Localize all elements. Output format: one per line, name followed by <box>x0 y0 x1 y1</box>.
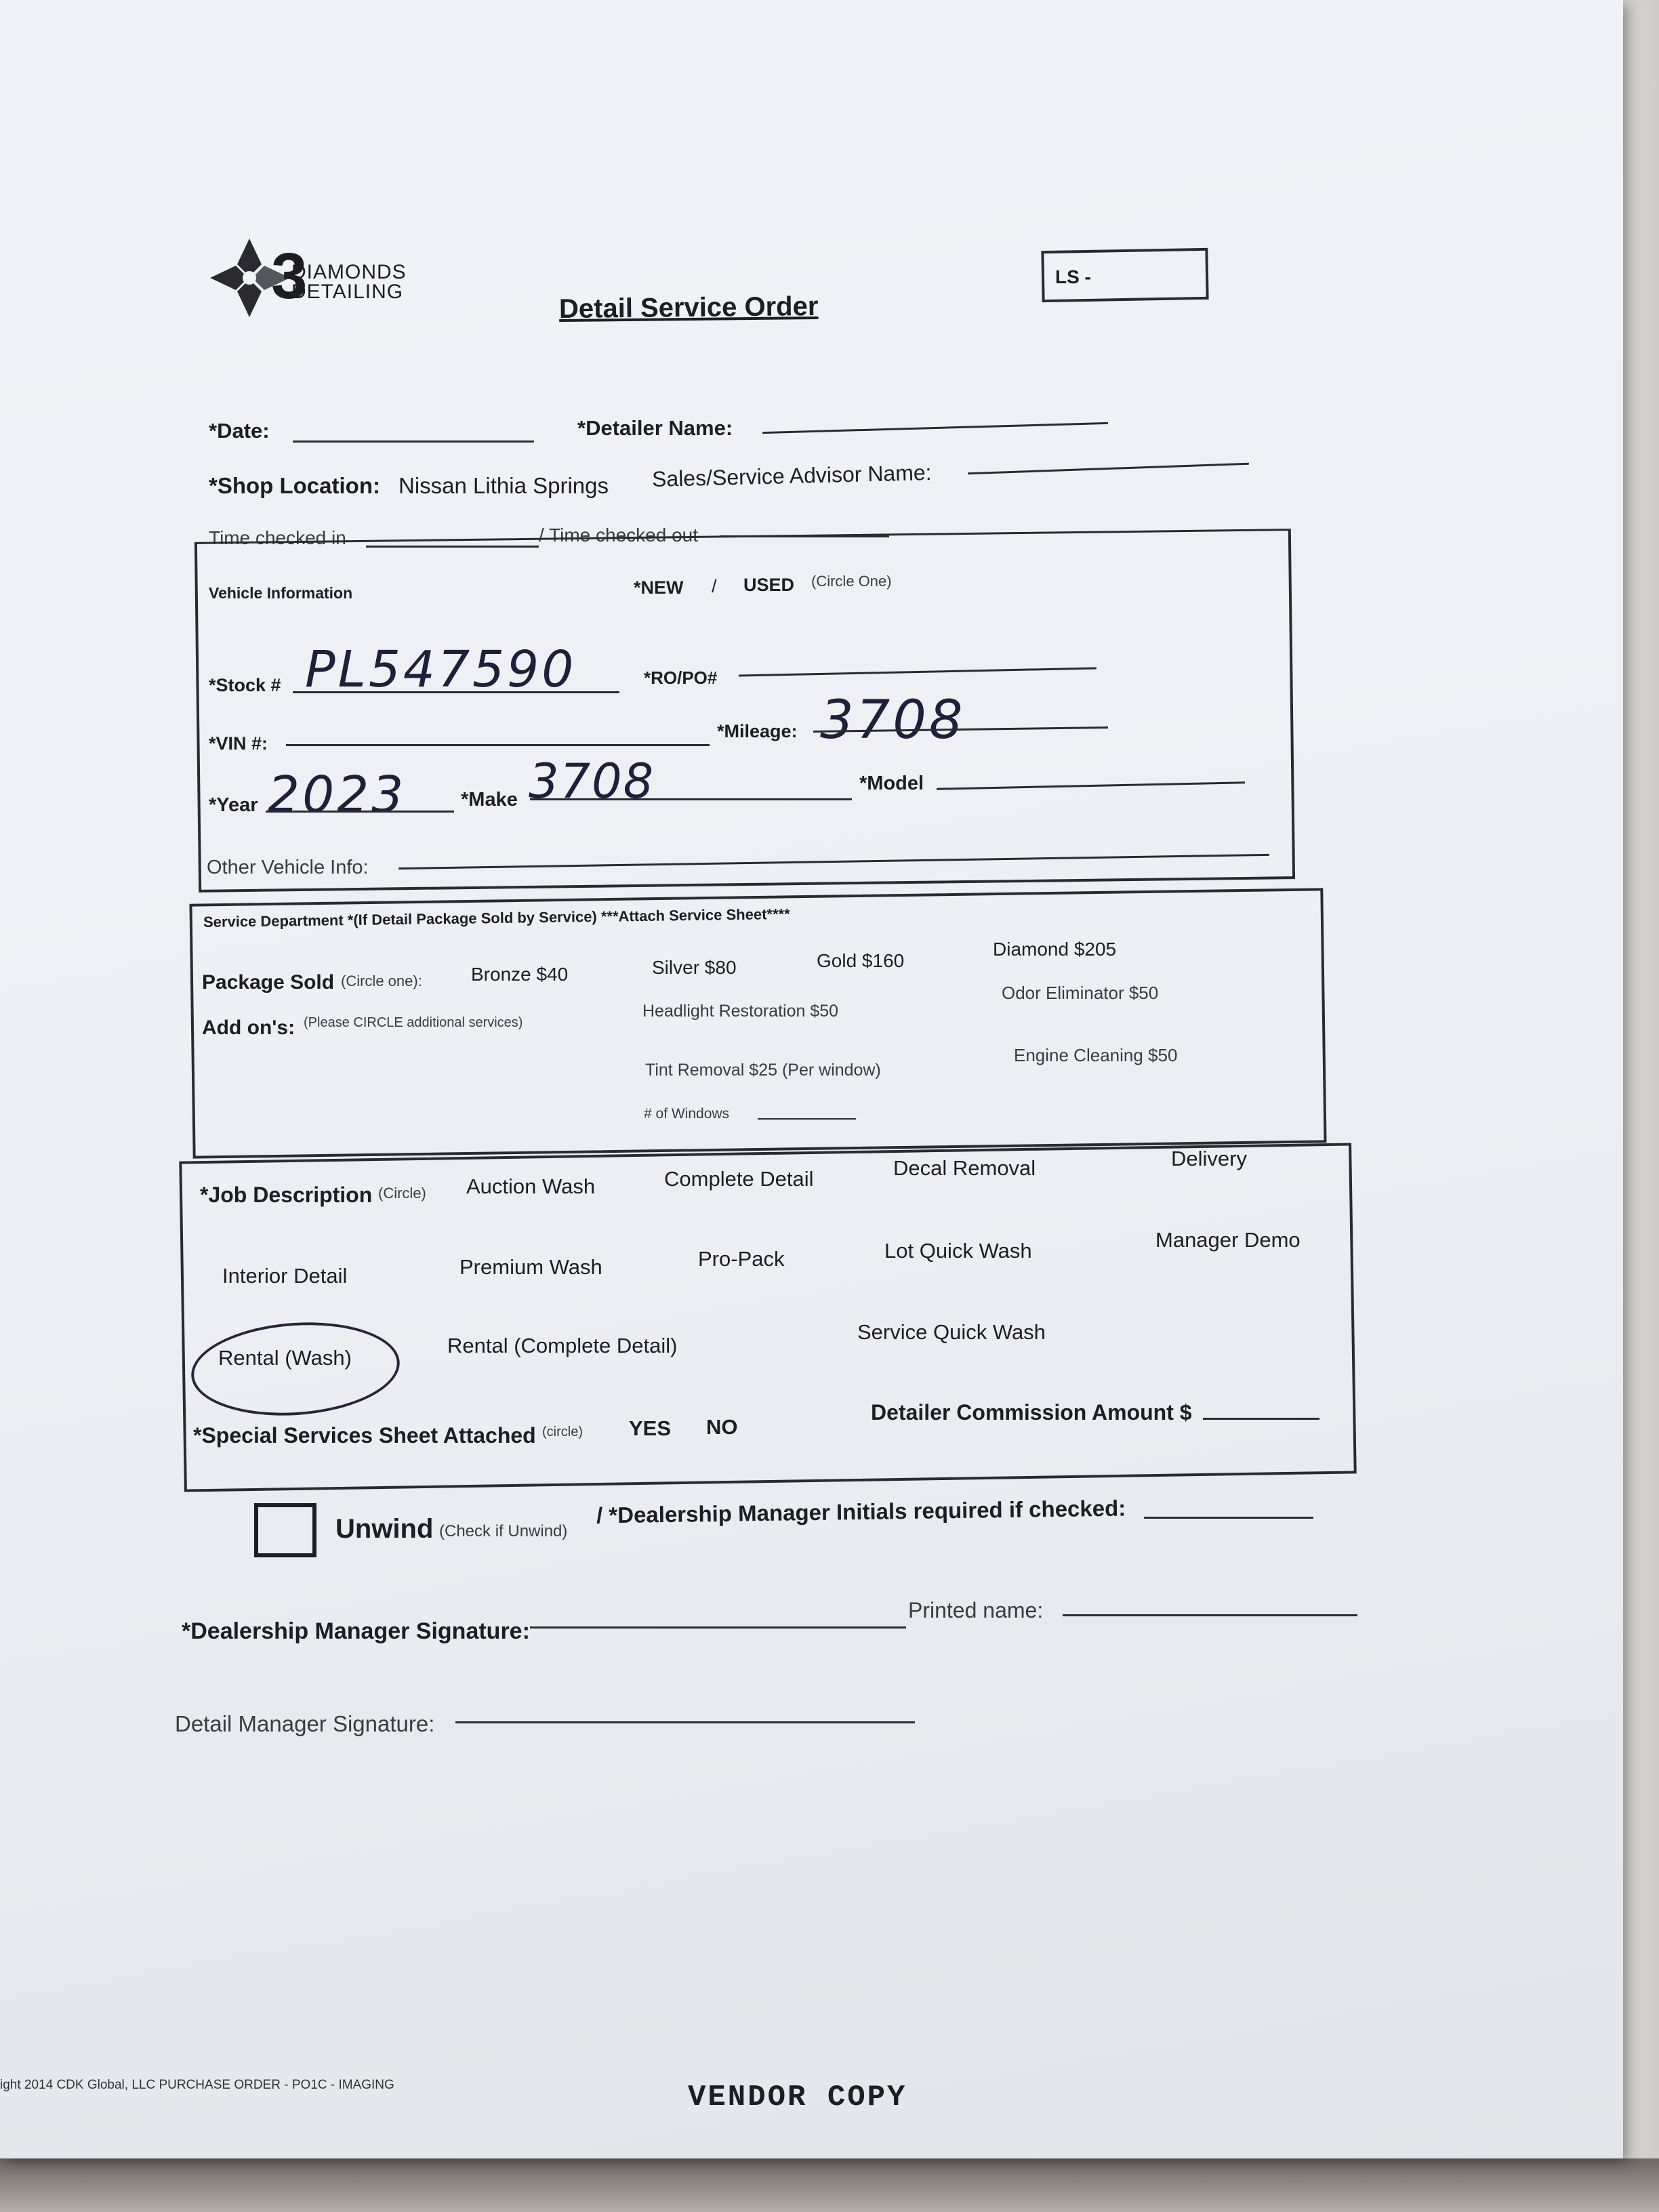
vendor-copy-label: VENDOR COPY <box>688 2081 907 2114</box>
year-value[interactable]: 2023 <box>268 766 407 824</box>
addons-hint: (Please CIRCLE additional services) <box>304 1015 523 1030</box>
advisor-field[interactable] <box>968 463 1249 474</box>
job-rental-wash[interactable]: Rental (Wash) <box>218 1346 352 1370</box>
job-lot-quick-wash[interactable]: Lot Quick Wash <box>884 1239 1032 1263</box>
time-in-label: Time checked in <box>209 527 346 548</box>
printed-name-field[interactable] <box>1063 1614 1357 1616</box>
package-silver[interactable]: Silver $80 <box>652 957 737 978</box>
ro-po-label: *RO/PO# <box>644 668 718 688</box>
job-description-label: *Job Description <box>200 1183 373 1207</box>
ls-label: LS - <box>1055 266 1091 287</box>
commission-field[interactable] <box>1203 1418 1319 1420</box>
job-premium-wash[interactable]: Premium Wash <box>459 1255 602 1279</box>
make-label: *Make <box>461 789 518 811</box>
job-interior-detail[interactable]: Interior Detail <box>222 1264 348 1288</box>
dealership-manager-signature-label: *Dealership Manager Signature: <box>182 1618 530 1644</box>
circle-one-hint: (Circle One) <box>811 573 892 590</box>
make-value[interactable]: 3708 <box>529 754 655 809</box>
commission-label: Detailer Commission Amount $ <box>871 1400 1192 1425</box>
package-hint: (Circle one): <box>341 972 422 989</box>
manager-initials-field[interactable] <box>1144 1517 1313 1519</box>
used-option[interactable]: USED <box>743 575 795 595</box>
other-info-label: Other Vehicle Info: <box>207 857 369 878</box>
vin-field[interactable] <box>286 744 710 746</box>
job-rental-complete-detail[interactable]: Rental (Complete Detail) <box>447 1334 678 1357</box>
stock-value[interactable]: PL547590 <box>305 640 577 699</box>
job-complete-detail[interactable]: Complete Detail <box>664 1167 814 1191</box>
job-decal-removal[interactable]: Decal Removal <box>893 1156 1036 1180</box>
special-services-label: *Special Services Sheet Attached <box>193 1423 536 1448</box>
addon-engine[interactable]: Engine Cleaning $50 <box>1014 1045 1178 1065</box>
year-label: *Year <box>209 794 258 816</box>
service-dept-heading: Service Department *(If Detail Package Sold by Service) ***Attach Service Sheet**** <box>203 905 790 931</box>
unwind-checkbox[interactable] <box>254 1503 316 1557</box>
job-auction-wash[interactable]: Auction Wash <box>466 1174 596 1198</box>
unwind-hint: (Check if Unwind) <box>439 1522 568 1540</box>
vehicle-info-heading: Vehicle Information <box>209 584 353 602</box>
date-label: *Date: <box>209 419 270 443</box>
logo-text-line1: DIAMONDS <box>291 261 407 283</box>
mileage-value[interactable]: 3708 <box>820 690 966 751</box>
package-diamond[interactable]: Diamond $205 <box>993 939 1117 960</box>
addon-headlight[interactable]: Headlight Restoration $50 <box>642 1002 839 1021</box>
job-manager-demo[interactable]: Manager Demo <box>1155 1228 1300 1252</box>
year-field[interactable] <box>266 811 454 813</box>
printed-name-label: Printed name: <box>908 1598 1044 1622</box>
stock-label: *Stock # <box>209 675 281 695</box>
logo-number: 3 <box>271 240 308 312</box>
model-label: *Model <box>859 773 924 794</box>
special-services-no[interactable]: NO <box>706 1415 738 1439</box>
package-gold[interactable]: Gold $160 <box>817 950 905 971</box>
advisor-label: Sales/Service Advisor Name: <box>651 459 932 492</box>
date-field[interactable] <box>293 441 534 443</box>
addons-label: Add on's: <box>202 1017 295 1039</box>
shop-location-label: *Shop Location: <box>209 473 380 498</box>
detailer-name-label: *Detailer Name: <box>577 416 733 440</box>
job-service-quick-wash[interactable]: Service Quick Wash <box>857 1320 1046 1344</box>
page-title: Detail Service Order <box>558 291 819 325</box>
time-out-label: / Time checked out <box>539 525 699 546</box>
unwind-label: Unwind <box>335 1514 434 1544</box>
addon-tint[interactable]: Tint Removal $25 (Per window) <box>645 1061 881 1080</box>
logo-text-line2: DETAILING <box>291 281 404 303</box>
new-used-slash: / <box>712 576 717 596</box>
windows-label: # of Windows <box>644 1106 730 1122</box>
vin-label: *VIN #: <box>209 733 268 754</box>
package-sold-label: Package Sold <box>202 971 335 994</box>
manager-initials-label: / *Dealership Manager Initials required if checked: <box>596 1495 1126 1528</box>
detail-manager-signature-field[interactable] <box>455 1721 915 1723</box>
job-description-hint: (Circle) <box>378 1185 426 1202</box>
job-pro-pack[interactable]: Pro-Pack <box>698 1247 785 1271</box>
detailer-name-field[interactable] <box>762 422 1108 434</box>
stock-field[interactable] <box>293 691 619 693</box>
job-delivery[interactable]: Delivery <box>1171 1147 1247 1170</box>
copyright-footer: ight 2014 CDK Global, LLC PURCHASE ORDER - PO1C - IMAGING <box>0 2078 394 2092</box>
detail-manager-signature-label: Detail Manager Signature: <box>175 1711 435 1736</box>
table-surface <box>0 2158 1659 2212</box>
special-services-hint: (circle) <box>542 1425 583 1439</box>
addon-odor[interactable]: Odor Eliminator $50 <box>1002 983 1159 1003</box>
special-services-yes[interactable]: YES <box>629 1416 672 1440</box>
shop-location-value: Nissan Lithia Springs <box>398 473 609 498</box>
package-bronze[interactable]: Bronze $40 <box>471 964 569 985</box>
mileage-label: *Mileage: <box>717 721 798 741</box>
make-field[interactable] <box>530 798 852 800</box>
windows-field[interactable] <box>758 1118 856 1120</box>
new-option[interactable]: *NEW <box>634 577 684 598</box>
dealership-manager-signature-field[interactable] <box>530 1626 906 1629</box>
